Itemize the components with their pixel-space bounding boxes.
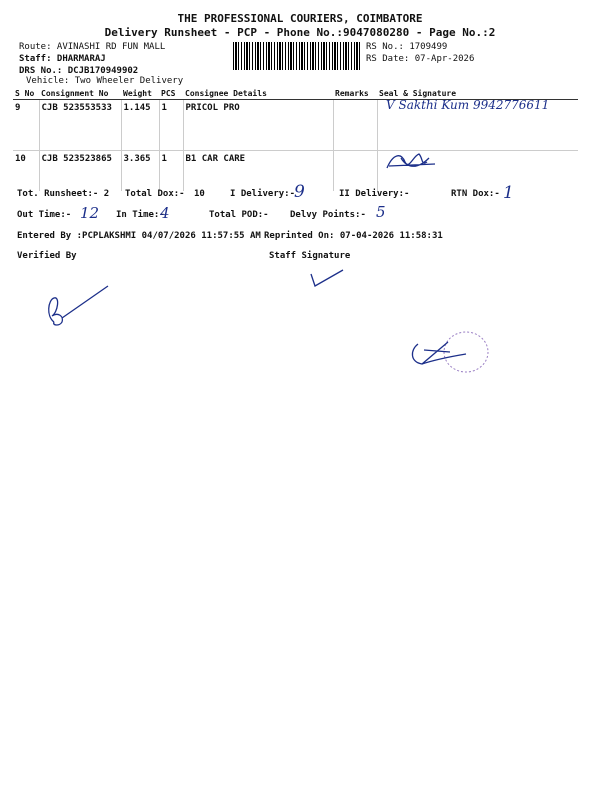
verified-by-label: Verified By (17, 251, 77, 261)
cell-consignment: CJB 523523865 (39, 151, 121, 192)
cell-consignee: PRICOL PRO (183, 100, 333, 151)
verified-by-signature (40, 282, 112, 330)
signature-row2 (383, 148, 439, 176)
col-weight: Weight (121, 87, 159, 100)
drs-number: DRS No.: DCJB170949902 (19, 66, 139, 76)
rtn-dox-label: RTN Dox:- (451, 189, 500, 199)
total-dox-value: 10 (194, 189, 205, 199)
col-sno: S No (13, 87, 39, 100)
cell-sno: 10 (13, 151, 39, 192)
in-time-label: In Time:- (116, 210, 165, 220)
out-time-label: Out Time:- (17, 210, 72, 220)
entered-by: Entered By :PCPLAKSHMI 04/07/2026 11:57:55 AM (17, 231, 261, 241)
staff-line: Staff: DHARMARAJ (19, 54, 106, 64)
cell-weight: 3.365 (121, 151, 159, 192)
rs-number: RS No.: 1709499 (366, 42, 448, 52)
cell-remarks (333, 151, 377, 192)
barcode (233, 42, 361, 70)
cell-consignment: CJB 523553533 (39, 100, 121, 151)
staff-signature-label: Staff Signature (269, 251, 351, 261)
cell-pcs: 1 (159, 151, 183, 192)
company-title: THE PROFESSIONAL COURIERS, COIMBATORE (177, 12, 423, 25)
cell-consignee: B1 CAR CARE (183, 151, 333, 192)
total-pod-label: Total POD:- (209, 210, 269, 220)
route-line: Route: AVINASHI RD FUN MALL (19, 42, 166, 52)
cell-pcs: 1 (159, 100, 183, 151)
col-remarks: Remarks (333, 87, 377, 100)
delvy-points-value: 5 (376, 203, 386, 221)
cell-remarks (333, 100, 377, 151)
in-time-value: 4 (160, 204, 170, 222)
cell-sno: 9 (13, 100, 39, 151)
delvy-points-label: Delvy Points:- (290, 210, 366, 220)
reprinted-on: Reprinted On: 07-04-2026 11:58:31 (264, 231, 443, 241)
tot-runsheet: Tot. Runsheet:- 2 (17, 189, 110, 199)
seal-stamp (404, 326, 504, 378)
ii-delivery-label: II Delivery:- (339, 189, 410, 199)
col-seal: Seal & Signature (377, 87, 578, 100)
runsheet-subtitle: Delivery Runsheet - PCP - Phone No.:9047080280 - Page No.:2 (104, 26, 496, 39)
vehicle-line: Vehicle: Two Wheeler Delivery (26, 76, 184, 86)
cell-weight: 1.145 (121, 100, 159, 151)
out-time-value: 12 (80, 204, 100, 222)
col-consignment: Consignment No (39, 87, 121, 100)
rtn-dox-value: 1 (503, 183, 514, 203)
i-delivery-value: 9 (294, 182, 305, 202)
col-consignee: Consignee Details (183, 87, 333, 100)
i-delivery-label: I Delivery:- (230, 189, 296, 199)
total-dox-label: Total Dox:- (125, 189, 185, 199)
col-pcs: PCS (159, 87, 183, 100)
rs-date: RS Date: 07-Apr-2026 (366, 54, 475, 64)
handwritten-recipient-name: V Sakthi Kum 9942776611 (386, 98, 550, 112)
staff-signature-mark (309, 268, 349, 292)
